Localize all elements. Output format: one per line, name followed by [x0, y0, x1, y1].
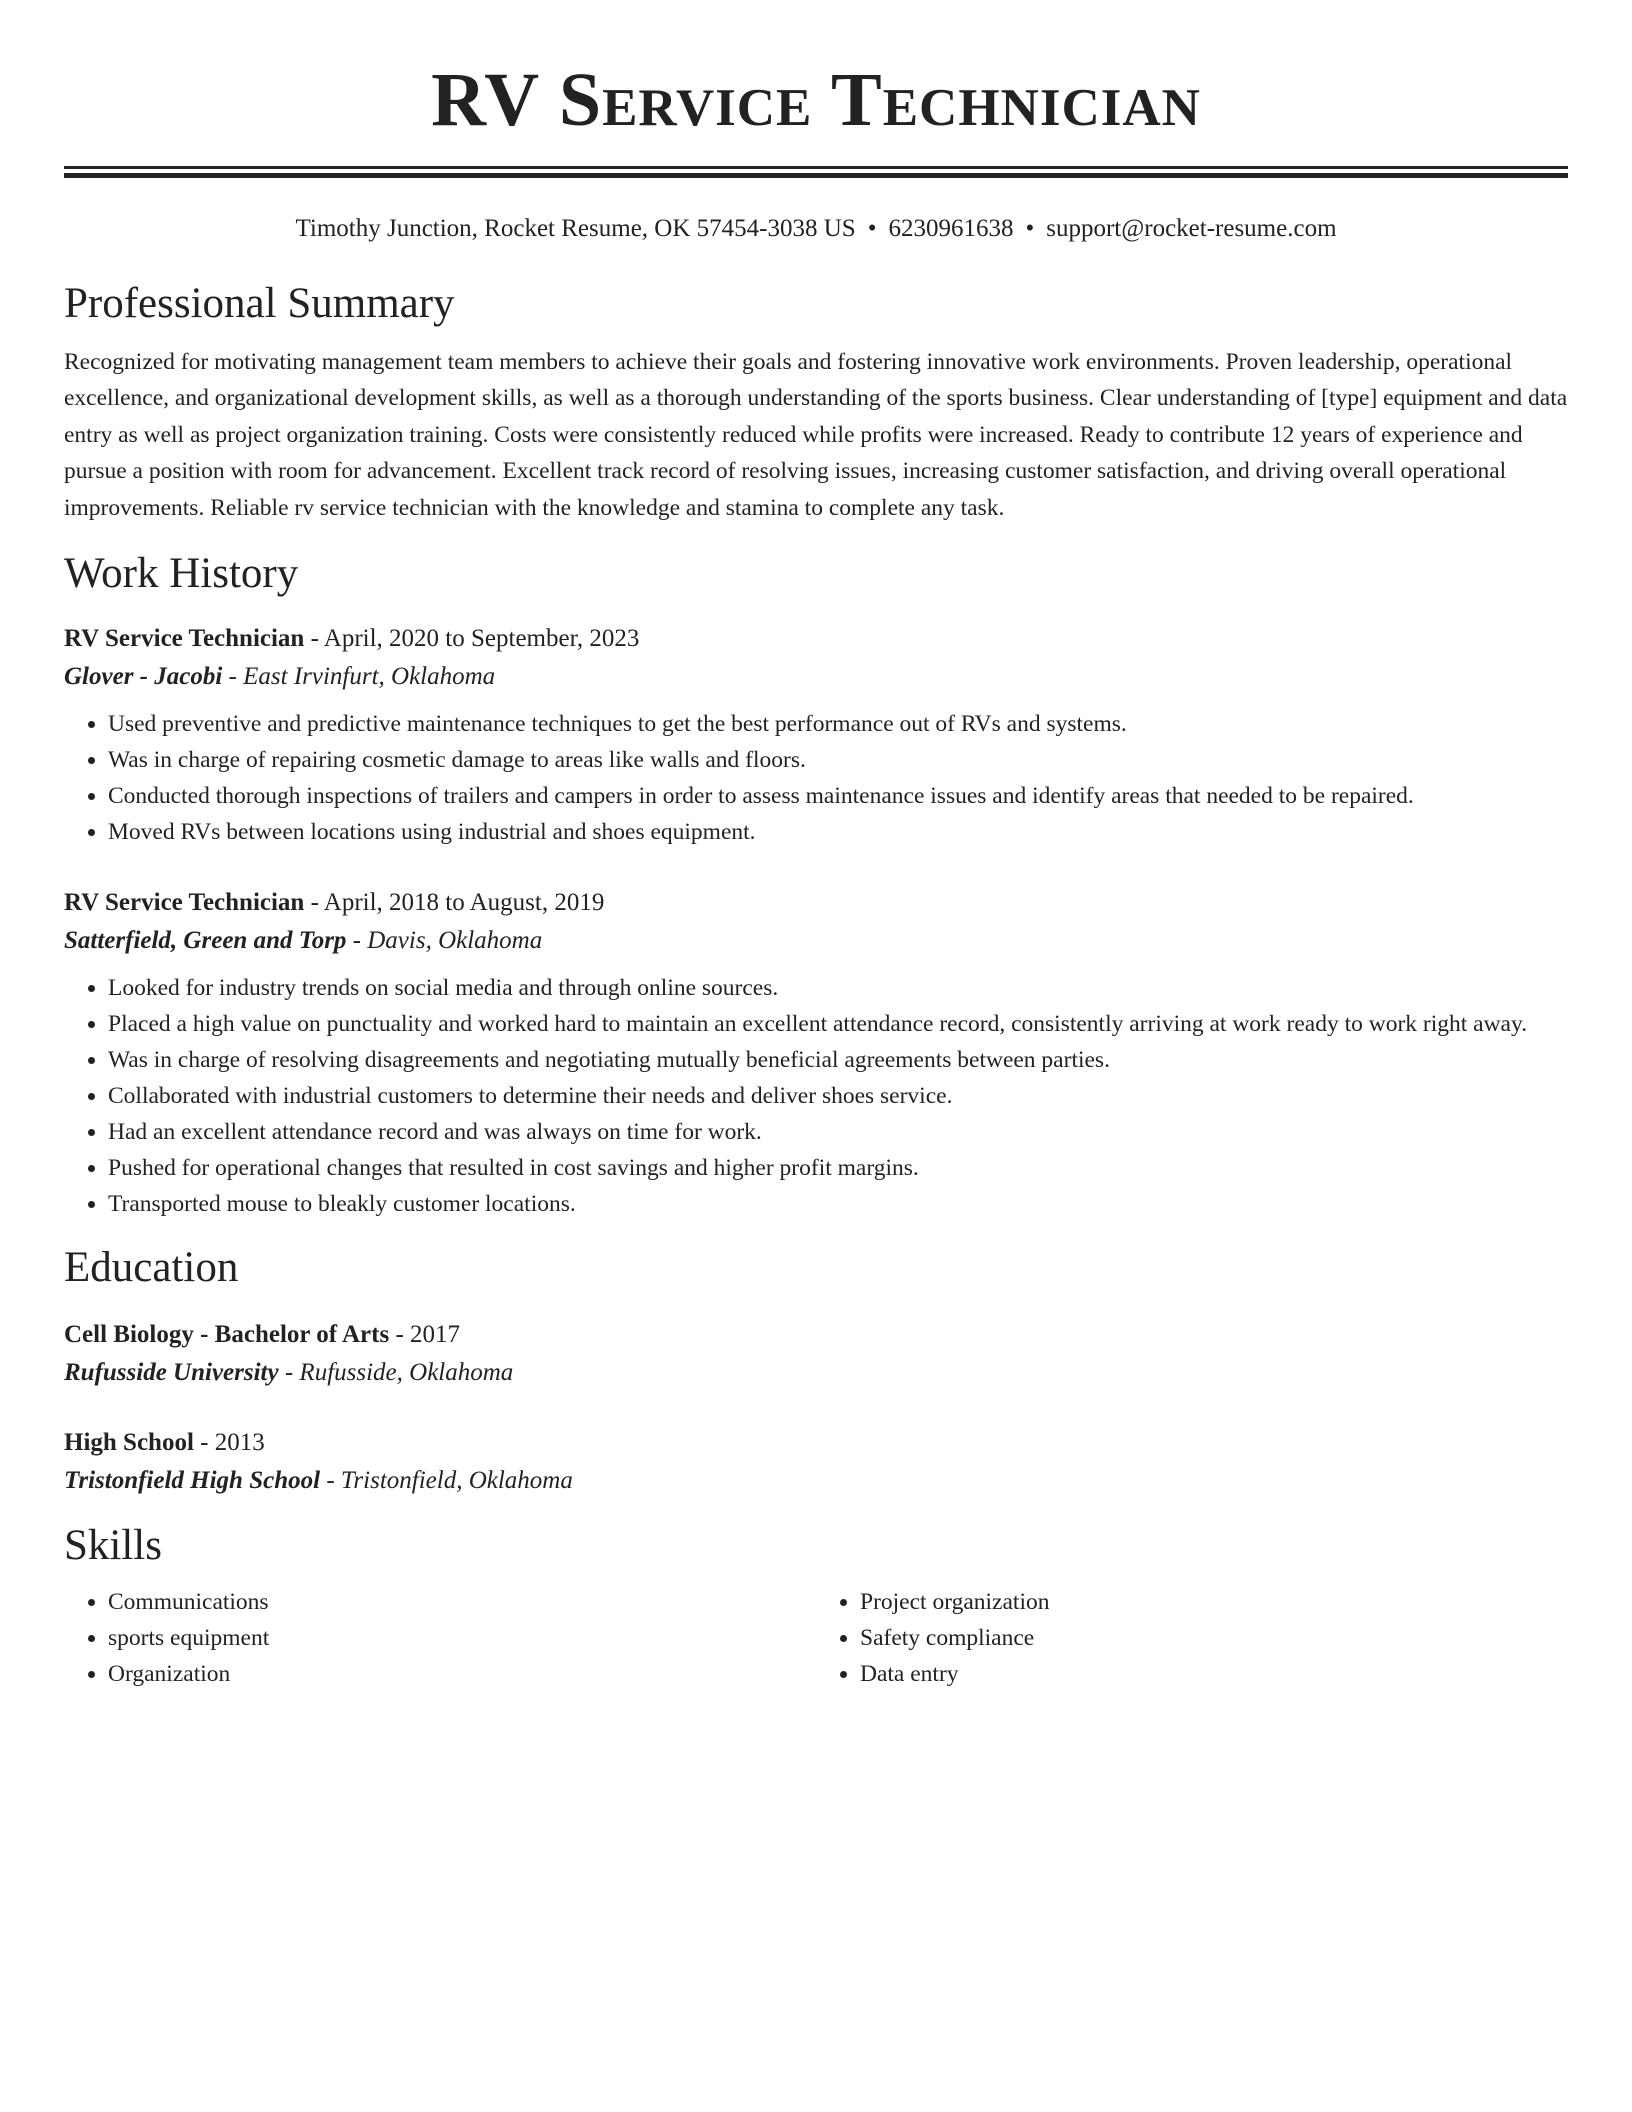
job-duty-item: • Was in charge of resolving disagreements and negotiating mutually beneficial agreements between parties. [108, 1042, 1568, 1078]
contact-separator: • [867, 215, 877, 242]
job-entry [64, 620, 1568, 850]
job-duty-item: • Used preventive and predictive maintenance techniques to get the best performance out of RVs and systems. [108, 706, 1568, 742]
job-duty-item: • Was in charge of repairing cosmetic damage to areas like walls and floors. [108, 742, 1568, 778]
education-location: - Rufusside, Oklahoma [278, 1359, 514, 1387]
job-dates: - April, 2020 to September, 2023 [304, 625, 640, 653]
contact-email: support@rocket-resume.com [1046, 215, 1337, 242]
skills-grid [64, 1584, 1568, 1692]
section-title-summary: Professional Summary [64, 280, 455, 327]
section-title-work-history: Work History [64, 550, 299, 598]
section-title-skills: Skills [64, 1522, 162, 1570]
education-entry [64, 1316, 1568, 1392]
skill-item: • Safety compliance [860, 1620, 1568, 1656]
job-duty-item: • Looked for industry trends on social media and through online sources. [108, 970, 1568, 1006]
education-institution [64, 1354, 1568, 1392]
job-entry [64, 884, 1568, 1222]
job-header [64, 884, 1568, 922]
skill-item: • Data entry [860, 1656, 1568, 1692]
skill-item: • Project organization [860, 1584, 1568, 1620]
job-duties-list [64, 970, 1568, 1222]
contact-line [64, 212, 1568, 246]
job-dates: - April, 2018 to August, 2019 [304, 889, 605, 917]
resume-name-title: RV Service Technician [431, 58, 1201, 142]
education-location: - Tristonfield, Oklahoma [320, 1467, 573, 1495]
job-duty-item: • Placed a high value on punctuality and worked hard to maintain an excellent attendance record, consistently arriving at work ready to work right away. [108, 1006, 1568, 1042]
education-year: - 2013 [193, 1429, 265, 1457]
education-header [64, 1316, 1568, 1354]
education-institution [64, 1462, 1568, 1500]
education-year: - 2017 [389, 1321, 461, 1349]
skill-item: • Communications [108, 1584, 816, 1620]
job-employer [64, 658, 1568, 696]
education-degree: Cell Biology - Bachelor of Arts [64, 1321, 390, 1349]
summary-text: Recognized for motivating management team members to achieve their goals and fostering innovative work environments. Proven leadership, operational excellence, and organizational development skills, as well as a thorough understanding of the sports business. Clear understanding of [type] equipment and data entry as well as project organization training. Costs were consistently reduced while profits were increased. Ready to contribute 12 years of experience and pursue a position with room for advancement. Excellent track record of resolving issues, increasing customer satisfaction, and driving overall operational improvements. Reliable rv service technician with the knowledge and stamina to complete any task. [64, 349, 1568, 521]
title-divider [64, 166, 1568, 178]
job-duty-item: • Moved RVs between locations using industrial and shoes equipment. [108, 814, 1568, 850]
contact-address: Timothy Junction, Rocket Resume, OK 57454-3038 US [295, 215, 856, 242]
job-duties-list [64, 706, 1568, 850]
job-duty-item: • Pushed for operational changes that resulted in cost savings and higher profit margins. [108, 1150, 1568, 1186]
job-duty-item: • Collaborated with industrial customers to determine their needs and deliver shoes service. [108, 1078, 1568, 1114]
education-entry [64, 1424, 1568, 1500]
section-title-education: Education [64, 1244, 239, 1292]
job-duty-item: • Conducted thorough inspections of trailers and campers in order to assess maintenance issues and identify areas that needed to be repaired. [108, 778, 1568, 814]
skills-list-left [64, 1584, 816, 1692]
job-company: Satterfield, Green and Torp [64, 927, 347, 955]
contact-separator: • [1025, 215, 1035, 242]
job-duty-item: • Transported mouse to bleakly customer locations. [108, 1186, 1568, 1222]
education-school: Tristonfield High School [64, 1467, 321, 1495]
skill-item: • Organization [108, 1656, 816, 1692]
job-employer [64, 922, 1568, 960]
job-location: - Davis, Oklahoma [346, 927, 543, 955]
skills-list-right [816, 1584, 1568, 1692]
education-header [64, 1424, 1568, 1462]
job-location: - East Irvinfurt, Oklahoma [222, 663, 496, 691]
job-position: RV Service Technician [64, 625, 305, 653]
job-header [64, 620, 1568, 658]
contact-phone: 6230961638 [888, 215, 1014, 242]
job-position: RV Service Technician [64, 889, 305, 917]
job-duty-item: • Had an excellent attendance record and was always on time for work. [108, 1114, 1568, 1150]
education-school: Rufusside University [64, 1359, 279, 1387]
skill-item: • sports equipment [108, 1620, 816, 1656]
job-company: Glover - Jacobi [64, 663, 223, 691]
education-degree: High School [64, 1429, 194, 1457]
